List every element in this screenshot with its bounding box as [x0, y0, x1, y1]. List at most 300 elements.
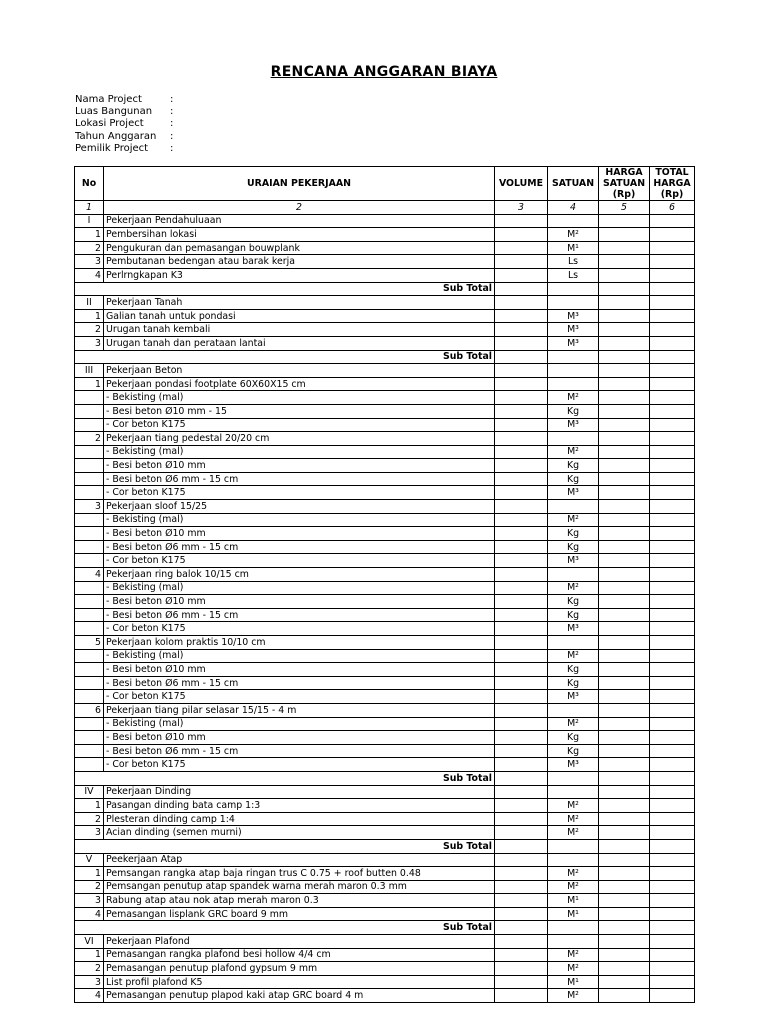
- cell-satuan: M²: [548, 867, 599, 881]
- cell-uraian: Plesteran dinding camp 1:4: [104, 812, 495, 826]
- table-row: [75, 880, 695, 894]
- header-no: No: [75, 167, 104, 201]
- table-row: [75, 595, 695, 609]
- table-row: [75, 432, 695, 446]
- cell-no: [75, 663, 104, 677]
- cell-volume: [495, 812, 548, 826]
- cell-no: [75, 581, 104, 595]
- cell-satuan: M²: [548, 717, 599, 731]
- cell-uraian: - Cor beton K175: [104, 622, 495, 636]
- cell-uraian: - Cor beton K175: [104, 486, 495, 500]
- cell-satuan: M²: [548, 445, 599, 459]
- cell-satuan: M²: [548, 989, 599, 1003]
- cell-satuan: Kg: [548, 744, 599, 758]
- cell-harga: [599, 880, 650, 894]
- cell-total: [650, 663, 695, 677]
- cell-no: V: [75, 853, 104, 867]
- cell-harga: [599, 703, 650, 717]
- cell-volume: [495, 758, 548, 772]
- column-number: 1: [75, 201, 104, 215]
- cell-volume: [495, 513, 548, 527]
- cell-uraian: Pekerjaan Tanah: [104, 296, 495, 310]
- info-colon: :: [170, 94, 174, 105]
- header-volume: VOLUME: [495, 167, 548, 201]
- budget-table: [74, 166, 695, 1003]
- cell-uraian: - Bekisting (mal): [104, 391, 495, 405]
- table-row: [75, 907, 695, 921]
- subtotal-label: Sub Total: [75, 839, 495, 853]
- info-row: [75, 118, 180, 130]
- cell-total: [650, 268, 695, 282]
- cell-total: [650, 568, 695, 582]
- subtotal-label: Sub Total: [75, 282, 495, 296]
- cell-harga: [599, 894, 650, 908]
- cell-harga: [599, 309, 650, 323]
- info-row: [75, 143, 180, 155]
- cell-harga: [599, 472, 650, 486]
- table-row: [75, 649, 695, 663]
- cell-uraian: Pekerjaan sloof 15/25: [104, 500, 495, 514]
- cell-uraian: - Besi beton Ø10 mm: [104, 731, 495, 745]
- subtotal-row: [75, 921, 695, 935]
- cell-harga: [599, 839, 650, 853]
- cell-volume: [495, 880, 548, 894]
- cell-total: [650, 935, 695, 949]
- table-row: [75, 703, 695, 717]
- cell-no: [75, 595, 104, 609]
- cell-satuan: [548, 703, 599, 717]
- cell-satuan: [548, 350, 599, 364]
- cell-volume: [495, 935, 548, 949]
- cell-volume: [495, 323, 548, 337]
- cell-volume: [495, 676, 548, 690]
- cell-volume: [495, 350, 548, 364]
- cell-harga: [599, 255, 650, 269]
- cell-volume: [495, 595, 548, 609]
- cell-total: [650, 214, 695, 228]
- cell-no: [75, 527, 104, 541]
- cell-satuan: M¹: [548, 894, 599, 908]
- cell-harga: [599, 649, 650, 663]
- cell-no: [75, 404, 104, 418]
- cell-volume: [495, 404, 548, 418]
- cell-uraian: - Besi beton Ø6 mm - 15 cm: [104, 744, 495, 758]
- cell-total: [650, 364, 695, 378]
- cell-harga: [599, 812, 650, 826]
- cell-no: 3: [75, 826, 104, 840]
- header-harga-satuan: [599, 167, 650, 201]
- cell-uraian: Pekerjaan Pendahuluaan: [104, 214, 495, 228]
- cell-total: [650, 418, 695, 432]
- table-body: [75, 214, 695, 1002]
- header-total-harga: [650, 167, 695, 201]
- cell-uraian: Rabung atap atau nok atap merah maron 0.3: [104, 894, 495, 908]
- cell-total: [650, 867, 695, 881]
- cell-harga: [599, 608, 650, 622]
- cell-volume: [495, 690, 548, 704]
- cell-total: [650, 921, 695, 935]
- cell-volume: [495, 948, 548, 962]
- cell-no: I: [75, 214, 104, 228]
- cell-harga: [599, 989, 650, 1003]
- cell-uraian: - Cor beton K175: [104, 758, 495, 772]
- cell-no: [75, 744, 104, 758]
- cell-harga: [599, 391, 650, 405]
- cell-harga: [599, 785, 650, 799]
- cell-harga: [599, 921, 650, 935]
- cell-no: [75, 622, 104, 636]
- cell-total: [650, 350, 695, 364]
- cell-no: III: [75, 364, 104, 378]
- cell-no: [75, 445, 104, 459]
- subtotal-label: Sub Total: [75, 350, 495, 364]
- cell-total: [650, 880, 695, 894]
- cell-total: [650, 241, 695, 255]
- cell-satuan: Kg: [548, 676, 599, 690]
- cell-total: [650, 853, 695, 867]
- table-row: [75, 445, 695, 459]
- cell-harga: [599, 404, 650, 418]
- cell-satuan: Kg: [548, 404, 599, 418]
- cell-harga: [599, 636, 650, 650]
- table-row: [75, 377, 695, 391]
- cell-harga: [599, 554, 650, 568]
- cell-harga: [599, 962, 650, 976]
- cell-total: [650, 975, 695, 989]
- cell-satuan: M¹: [548, 907, 599, 921]
- table-row: [75, 608, 695, 622]
- cell-volume: [495, 839, 548, 853]
- cell-no: [75, 731, 104, 745]
- cell-volume: [495, 921, 548, 935]
- header-harga-line: (Rp): [612, 189, 636, 200]
- cell-no: 3: [75, 336, 104, 350]
- cell-satuan: [548, 636, 599, 650]
- cell-volume: [495, 989, 548, 1003]
- cell-no: [75, 472, 104, 486]
- cell-volume: [495, 472, 548, 486]
- table-row: [75, 568, 695, 582]
- column-number: 4: [548, 201, 599, 215]
- cell-satuan: M³: [548, 486, 599, 500]
- table-row: [75, 255, 695, 269]
- cell-uraian: Pemsangan rangka atap baja ringan trus C 0.75 + roof butten 0.48: [104, 867, 495, 881]
- cell-uraian: Peekerjaan Atap: [104, 853, 495, 867]
- cell-satuan: M³: [548, 622, 599, 636]
- cell-uraian: Pemasangan rangka plafond besi hollow 4/4 cm: [104, 948, 495, 962]
- cell-no: 3: [75, 500, 104, 514]
- table-row: [75, 676, 695, 690]
- cell-total: [650, 309, 695, 323]
- cell-total: [650, 336, 695, 350]
- info-row: [75, 106, 180, 118]
- cell-no: [75, 649, 104, 663]
- cell-uraian: List profil plafond K5: [104, 975, 495, 989]
- cell-uraian: - Besi beton Ø6 mm - 15 cm: [104, 472, 495, 486]
- cell-satuan: M³: [548, 758, 599, 772]
- cell-satuan: Ls: [548, 255, 599, 269]
- cell-no: [75, 418, 104, 432]
- cell-satuan: [548, 500, 599, 514]
- cell-uraian: - Besi beton Ø10 mm: [104, 663, 495, 677]
- cell-no: 1: [75, 309, 104, 323]
- table-row: [75, 758, 695, 772]
- cell-no: [75, 554, 104, 568]
- section-row: [75, 935, 695, 949]
- cell-total: [650, 676, 695, 690]
- cell-uraian: Pasangan dinding bata camp 1:3: [104, 799, 495, 813]
- cell-harga: [599, 336, 650, 350]
- cell-harga: [599, 364, 650, 378]
- cell-harga: [599, 513, 650, 527]
- cell-harga: [599, 676, 650, 690]
- header-total-line: (Rp): [660, 189, 684, 200]
- cell-uraian: Pekerjaan pondasi footplate 60X60X15 cm: [104, 377, 495, 391]
- cell-volume: [495, 432, 548, 446]
- cell-volume: [495, 731, 548, 745]
- cell-harga: [599, 975, 650, 989]
- cell-no: 1: [75, 228, 104, 242]
- document-title: RENCANA ANGGARAN BIAYA: [270, 64, 498, 80]
- cell-harga: [599, 758, 650, 772]
- cell-no: IV: [75, 785, 104, 799]
- cell-volume: [495, 282, 548, 296]
- cell-uraian: Acian dinding (semen murni): [104, 826, 495, 840]
- cell-volume: [495, 486, 548, 500]
- cell-satuan: [548, 282, 599, 296]
- table-row: [75, 513, 695, 527]
- cell-satuan: M²: [548, 948, 599, 962]
- cell-uraian: - Bekisting (mal): [104, 717, 495, 731]
- cell-volume: [495, 296, 548, 310]
- cell-no: [75, 540, 104, 554]
- cell-no: [75, 717, 104, 731]
- section-row: [75, 364, 695, 378]
- cell-no: 1: [75, 948, 104, 962]
- subtotal-label: Sub Total: [75, 771, 495, 785]
- cell-total: [650, 459, 695, 473]
- table-row: [75, 486, 695, 500]
- cell-volume: [495, 268, 548, 282]
- cell-total: [650, 377, 695, 391]
- cell-harga: [599, 595, 650, 609]
- cell-uraian: Urugan tanah kembali: [104, 323, 495, 337]
- cell-satuan: [548, 853, 599, 867]
- cell-total: [650, 391, 695, 405]
- cell-volume: [495, 962, 548, 976]
- cell-volume: [495, 785, 548, 799]
- cell-harga: [599, 581, 650, 595]
- cell-uraian: - Besi beton Ø6 mm - 15 cm: [104, 540, 495, 554]
- cell-volume: [495, 853, 548, 867]
- cell-uraian: Pembutanan bedengan atau barak kerja: [104, 255, 495, 269]
- cell-total: [650, 255, 695, 269]
- cell-total: [650, 649, 695, 663]
- cell-volume: [495, 554, 548, 568]
- cell-total: [650, 540, 695, 554]
- cell-total: [650, 839, 695, 853]
- cell-harga: [599, 432, 650, 446]
- table-row: [75, 989, 695, 1003]
- table-row: [75, 867, 695, 881]
- table-row: [75, 500, 695, 514]
- project-info: [75, 94, 180, 155]
- cell-uraian: Pemasangan lisplank GRC board 9 mm: [104, 907, 495, 921]
- cell-no: 2: [75, 432, 104, 446]
- header-harga-line: SATUAN: [602, 178, 646, 189]
- cell-harga: [599, 744, 650, 758]
- cell-satuan: Ls: [548, 268, 599, 282]
- cell-volume: [495, 622, 548, 636]
- column-number: 6: [650, 201, 695, 215]
- cell-harga: [599, 500, 650, 514]
- cell-satuan: M²: [548, 812, 599, 826]
- cell-no: 2: [75, 323, 104, 337]
- cell-no: 1: [75, 867, 104, 881]
- cell-no: 4: [75, 907, 104, 921]
- table-row: [75, 812, 695, 826]
- cell-satuan: M²: [548, 513, 599, 527]
- cell-satuan: [548, 785, 599, 799]
- cell-no: [75, 758, 104, 772]
- cell-no: 3: [75, 894, 104, 908]
- cell-volume: [495, 241, 548, 255]
- cell-satuan: [548, 921, 599, 935]
- cell-harga: [599, 323, 650, 337]
- cell-total: [650, 744, 695, 758]
- cell-total: [650, 907, 695, 921]
- cell-satuan: M²: [548, 826, 599, 840]
- cell-no: 3: [75, 255, 104, 269]
- cell-no: [75, 513, 104, 527]
- cell-volume: [495, 744, 548, 758]
- cell-total: [650, 404, 695, 418]
- cell-harga: [599, 228, 650, 242]
- info-colon: :: [170, 142, 174, 154]
- info-colon: :: [170, 106, 174, 118]
- header-total-line: HARGA: [653, 178, 691, 189]
- cell-uraian: Pengukuran dan pemasangan bouwplank: [104, 241, 495, 255]
- section-row: [75, 853, 695, 867]
- cell-volume: [495, 703, 548, 717]
- cell-volume: [495, 540, 548, 554]
- table-row: [75, 268, 695, 282]
- cell-total: [650, 989, 695, 1003]
- cell-uraian: Galian tanah untuk pondasi: [104, 309, 495, 323]
- cell-total: [650, 785, 695, 799]
- cell-volume: [495, 255, 548, 269]
- cell-total: [650, 595, 695, 609]
- table-row: [75, 826, 695, 840]
- cell-total: [650, 608, 695, 622]
- header-harga-line: HARGA: [605, 167, 643, 178]
- table-row: [75, 717, 695, 731]
- cell-uraian: - Besi beton Ø6 mm - 15 cm: [104, 608, 495, 622]
- cell-total: [650, 962, 695, 976]
- cell-volume: [495, 771, 548, 785]
- cell-volume: [495, 717, 548, 731]
- cell-uraian: Pekerjaan Plafond: [104, 935, 495, 949]
- cell-satuan: [548, 432, 599, 446]
- table-row: [75, 975, 695, 989]
- cell-total: [650, 622, 695, 636]
- table-row: [75, 309, 695, 323]
- info-label: Tahun Anggaran: [75, 130, 157, 142]
- cell-satuan: M²: [548, 962, 599, 976]
- table-row: [75, 323, 695, 337]
- cell-uraian: Perlrngkapan K3: [104, 268, 495, 282]
- cell-total: [650, 758, 695, 772]
- cell-harga: [599, 731, 650, 745]
- table-row: [75, 554, 695, 568]
- column-number: 3: [495, 201, 548, 215]
- cell-uraian: Pemasangan penutup plafond gypsum 9 mm: [104, 962, 495, 976]
- cell-no: 1: [75, 377, 104, 391]
- table-row: [75, 636, 695, 650]
- table-row: [75, 228, 695, 242]
- subtotal-label: Sub Total: [75, 921, 495, 935]
- cell-harga: [599, 282, 650, 296]
- info-label: Lokasi Project: [75, 118, 144, 130]
- cell-total: [650, 717, 695, 731]
- cell-satuan: [548, 296, 599, 310]
- cell-no: 1: [75, 799, 104, 813]
- cell-harga: [599, 935, 650, 949]
- cell-volume: [495, 336, 548, 350]
- cell-harga: [599, 907, 650, 921]
- info-label: Nama Project: [75, 94, 142, 105]
- table-row: [75, 459, 695, 473]
- cell-no: [75, 690, 104, 704]
- cell-total: [650, 486, 695, 500]
- cell-uraian: - Besi beton Ø10 mm: [104, 527, 495, 541]
- table-row: [75, 962, 695, 976]
- cell-no: 6: [75, 703, 104, 717]
- cell-total: [650, 826, 695, 840]
- cell-volume: [495, 826, 548, 840]
- header-satuan: SATUAN: [548, 167, 599, 201]
- info-row: [75, 131, 180, 143]
- cell-satuan: [548, 568, 599, 582]
- cell-satuan: M³: [548, 554, 599, 568]
- cell-satuan: M¹: [548, 241, 599, 255]
- cell-volume: [495, 799, 548, 813]
- cell-harga: [599, 418, 650, 432]
- cell-uraian: - Bekisting (mal): [104, 445, 495, 459]
- cell-satuan: M³: [548, 336, 599, 350]
- info-label: Luas Bangunan: [75, 106, 153, 118]
- cell-satuan: M²: [548, 391, 599, 405]
- cell-total: [650, 690, 695, 704]
- cell-no: 4: [75, 268, 104, 282]
- table-row: [75, 581, 695, 595]
- cell-volume: [495, 608, 548, 622]
- cell-satuan: Kg: [548, 527, 599, 541]
- cell-uraian: Pekerjaan Beton: [104, 364, 495, 378]
- cell-satuan: Kg: [548, 459, 599, 473]
- cell-uraian: - Cor beton K175: [104, 690, 495, 704]
- cell-satuan: Kg: [548, 731, 599, 745]
- cell-volume: [495, 364, 548, 378]
- cell-uraian: Pekerjaan Dinding: [104, 785, 495, 799]
- cell-volume: [495, 418, 548, 432]
- cell-volume: [495, 527, 548, 541]
- cell-no: II: [75, 296, 104, 310]
- cell-total: [650, 948, 695, 962]
- cell-harga: [599, 948, 650, 962]
- cell-uraian: Urugan tanah dan perataan lantai: [104, 336, 495, 350]
- cell-total: [650, 527, 695, 541]
